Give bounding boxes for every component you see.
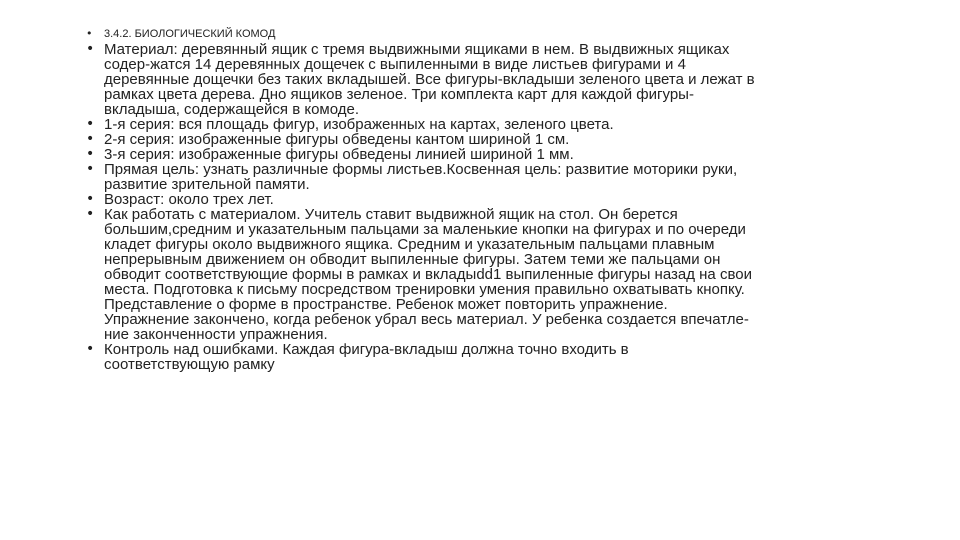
bullet-icon: • [86,41,95,57]
procedure-text: Как работать с материалом. Учитель ставит выдвижной ящик на стол. Он берется большим,средним и указательным пальцами за маленькие кнопки на фигурах и по очереди кладет фигуры около выдвижного ящика. Средним и указательным пальцами плавным непрерывным движением он обводит выпиленные фигуры. Затем теми же пальцами он обводит соответствующие формы в рамках и вкладыdd1 выпиленные фигуры назад на свои места. Подготовка к письму посредством тренировки умения правильно охватывать кнопку. Представление о форме в пространстве. Ребенок может повторить упражнение. Упражнение закончено, когда ребенок убрал весь материал. У ребенка создается впечатле- ние законченности упражнения. [104,206,752,343]
bullet-icon: • [86,161,95,177]
bullet-icon: • [86,206,95,222]
list-item [86,117,906,132]
list-item [86,192,906,207]
list-item [86,132,906,147]
bullet-icon: • [86,131,95,147]
material-description: Материал: деревянный ящик с тремя выдвижными ящиками в нем. В выдвижных ящиках содер-жатся 14 деревянных дощечек с выпиленными в виде листьев фигурами и 4 деревянные дощечки без таких вкладышей. Все фигуры-вкладыши зеленого цвета и лежат в рамках цвета дерева. Дно ящиков зеленое. Три комплекта карт для каждой фигуры- вкладыша, содержащейся в комоде. [104,41,755,118]
bullet-icon: • [86,27,93,40]
series-2-text: 2-я серия: изображенные фигуры обведены кантом шириной 1 см. [104,131,570,148]
error-control-text: Контроль над ошибками. Каждая фигура-вкладыш должна точно входить в соответствующую рамку [104,341,629,373]
list-item [86,42,906,117]
list-item [86,147,906,162]
slide-content [86,26,906,372]
series-1-text: 1-я серия: вся площадь фигур, изображенных на картах, зеленого цвета. [104,116,614,133]
bullet-icon: • [86,191,95,207]
bullet-icon: • [86,116,95,132]
series-3-text: 3-я серия: изображенные фигуры обведены линией шириной 1 мм. [104,146,574,163]
bullet-icon: • [86,341,95,357]
list-item [86,162,906,192]
list-item [86,342,906,372]
bullet-list [86,26,906,372]
list-item [86,207,906,342]
age-text: Возраст: около трех лет. [104,191,274,208]
bullet-icon: • [86,146,95,162]
section-heading [86,26,906,42]
goals-text: Прямая цель: узнать различные формы листьев.Косвенная цель: развитие моторики руки, развитие зрительной памяти. [104,161,738,193]
section-heading-text: 3.4.2. БИОЛОГИЧЕСКИЙ КОМОД [104,28,276,40]
